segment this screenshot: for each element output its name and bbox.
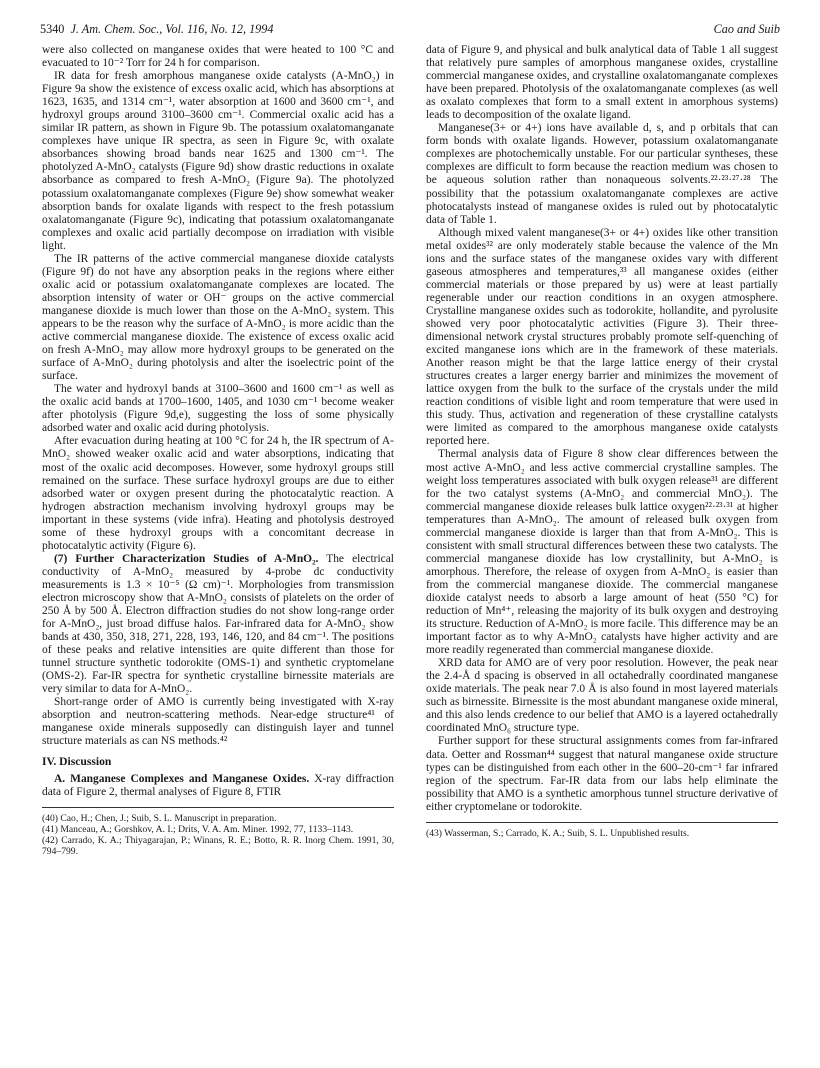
paragraph: [42, 773, 394, 799]
footnote: (42) Carrado, K. A.; Thiyagarajan, P.; Winans, R. E.; Botto, R. R. Inorg Chem. 1991, 30, 794–799.: [42, 834, 394, 857]
paragraph: [42, 553, 394, 697]
paragraph: data of Figure 9, and physical and bulk analytical data of Table 1 all suggest that relatively pure samples of amorphous manganese oxides, crystalline commercial manganese oxides, and crystalline oxalatomanganate complexes have been prepared. Photolysis of the oxalatomanganate complexes (as well as oxalato complexes that form to a small extent in amorphous systems) leads to decomposition of the oxalate ligand.: [426, 44, 778, 122]
footnotes: [42, 813, 394, 857]
section-heading: IV. Discussion: [42, 754, 112, 768]
running-header: [40, 22, 780, 40]
paragraph: The water and hydroxyl bands at 3100–3600 and 1600 cm⁻¹ as well as the oxalic acid bands at 1700–1600, 1405, and 1030 cm⁻¹ become weaker after photolysis (Figure 9d,e), suggesting the loss of some physically adsorbed water and oxalic acid during photolysis.: [42, 383, 394, 435]
paragraph: The IR patterns of the active commercial manganese dioxide catalysts (Figure 9f) do not have any absorption peaks in the regions where either oxalic acid or potassium oxalatomanganate complexes are located. The absorption intensity of water or OH⁻ groups on the active commercial manganese dioxide is much lower than those on the A-MnO₂ system. This appears to be the reason why the surface of A-MnO₂ is more acidic than the active commercial manganese dioxide. The existence of excess oxalic acid on fresh A-MnO₂ may allow more hydroxyl groups to be generated on the surface of A-MnO₂ during photolysis and alter the isoelectric point of the surface.: [42, 252, 394, 383]
header-left: [40, 22, 273, 37]
journal-citation: J. Am. Chem. Soc., Vol. 116, No. 12, 1994: [70, 22, 274, 36]
subsection-heading: (7) Further Characterization Studies of A-MnO₂.: [54, 552, 319, 565]
paragraph: XRD data for AMO are of very poor resolution. However, the peak near the 2.4-Å d spacing is observed in all octahedrally coordinated manganese oxide materials. The peak near 7.0 Å is also found in most layered materials such as birnessite. Birnessite is the most abundant manganese oxide mineral, and this also lends credence to our belief that AMO is a layered octahedrally coordinated MnO₆ structure type.: [426, 657, 778, 735]
footnotes: [426, 828, 778, 839]
paragraph: Although mixed valent manganese(3+ or 4+) oxides like other transition metal oxides³² are only moderately stable because the valence of the Mn ions and the surface states of the manganese oxides vary with different gaseous atmospheres and temperatures,³³ all manganese oxides (either commercial materials or those prepared by us) were at least partially regenerable under our reaction conditions in an oxygen atmosphere. Crystalline manganese oxides such as todorokite, hollandite, and pyrolusite showed very poor photocatalytic activities (Figure 3). Their three-dimensional network crystal structures probably promote self-quenching of excited manganese ions which are in the framework of these materials. Another reason might be that the large lattice energy of their crystal structures creates a larger energy barrier and minimizes the movement of lattice oxygen from the bulk to the surface of the crystals under the mild reaction conditions of visible light and room temperature that were used in this study. Thus, activation and regeneration of these crystalline catalysts were limited as compared to the amorphous manganese oxide catalysts reported here.: [426, 226, 778, 448]
footnote: (43) Wasserman, S.; Carrado, K. A.; Suib, S. L. Unpublished results.: [426, 827, 690, 839]
footnote: (41) Manceau, A.; Gorshkov, A. I.; Drits, V. A. Am. Miner. 1992, 77, 1133–1143.: [42, 823, 354, 835]
paragraph: were also collected on manganese oxides that were heated to 100 °C and evacuated to 10⁻² Torr for 24 h for comparison.: [42, 44, 394, 70]
footnote: (40) Cao, H.; Chen, J.; Suib, S. L. Manuscript in preparation.: [42, 812, 277, 824]
paragraph-text: The electrical conductivity of A-MnO₂ measured by 4-probe dc conductivity measurements is 1.3 × 10⁻⁵ (Ω cm)⁻¹. Morphologies from transmission electron microscopy show that A-MnO₂ consists of platelets on the order of 250 Å by 500 Å. Electron diffraction studies do not show long-range order for A-MnO₂, just broad diffuse halos. Far-infrared data for A-MnO₂ show bands at 430, 350, 318, 271, 228, 193, 146, 120, and 84 cm⁻¹. The positions of these peaks and relative intensities are quite different than those for tunnel structure synthetic todorokite (OMS-1) and synthetic cryptomelane (OMS-2). Far-IR spectra for synthetic crystalline birnessite materials are very similar to data for A-MnO₂.: [42, 552, 394, 696]
paragraph: Further support for these structural assignments comes from far-infrared data. Oetter and Rossman⁴⁴ suggest that natural manganese oxide structure types can be distinguished from each other in the 600–20-cm⁻¹ far infrared region of the spectrum. Far-IR data from our labs help eliminate the possibility that AMO is a synthetic amorphous tunnel structure derivative of either cryptomelane or todorokite.: [426, 735, 778, 813]
paragraph: IR data for fresh amorphous manganese oxide catalysts (A-MnO₂) in Figure 9a show the existence of excess oxalic acid, which has absorptions at 1623, 1635, and 1314 cm⁻¹, water absorption at 1600 and 3600 cm⁻¹, and hydroxyl groups around 3100–3600 cm⁻¹. Commercial oxalic acid has a similar IR pattern, as shown in Figure 9b. The potassium oxalatomanganate complexes have unique IR spectra, as seen in Figure 9c, with oxalate absorbances showing broad bands near 1625 and 1300 cm⁻¹. The photolyzed A-MnO₂ catalysts (Figure 9d) show drastic reductions in oxalate absorbance as compared to fresh A-MnO₂ (Figure 9a). The photolyzed potassium oxalatomanganate complexes (Figure 9e) show somewhat weaker absorption bands for oxalate ligands with respect to the fresh potassium oxalatomanganate (Figure 9c), indicating that potassium oxalatomanganate complexes and oxalic acid partially decompose on irradiation with visible light.: [42, 70, 394, 252]
footnote-rule: [42, 807, 394, 808]
paragraph: Manganese(3+ or 4+) ions have available d, s, and p orbitals that can form bonds with oxalate ligands. However, potassium oxalatomanganate complexes are photochemically unstable. For our particular syntheses, these complexes are difficult to form because the reaction medium was chosen to be aqueous solution rather than nonaqueous solvents.²²·²³·²⁷·²⁸ The possibility that the potassium oxalatomanganate complexes are active photocatalysts instead of manganese oxides is ruled out by photocatalytic data of Table 1.: [426, 122, 778, 226]
subsection-heading: A. Manganese Complexes and Manganese Oxides.: [54, 772, 310, 785]
paragraph: Short-range order of AMO is currently being investigated with X-ray absorption and neutron-scattering methods. Near-edge structure⁴¹ of manganese oxide minerals supposedly can distinguish layer and tunnel structure materials as can NS methods.⁴²: [42, 696, 394, 748]
paragraph: After evacuation during heating at 100 °C for 24 h, the IR spectrum of A-MnO₂ showed weaker oxalic acid and water absorptions, indicating that most of the oxalic acid decomposes. However, some hydroxyl groups still remained on the surface. These surface hydroxyl groups are due to either adsorbed water or oxygen present during the photocatalytic reaction. A hydrogen abstraction mechanism involving hydroxyl groups may be important in these systems (vide infra). Heating and photolysis destroyed some of these hydroxyl groups with a concomitant decrease in photocatalytic activity (Figure 6).: [42, 435, 394, 552]
footnote-rule: [426, 822, 778, 823]
header-authors: Cao and Suib: [713, 22, 780, 36]
left-column: [42, 44, 394, 857]
page-number: 5340: [40, 22, 65, 36]
paragraph-text: X-ray diffraction data of Figure 2, thermal analyses of Figure 8, FTIR: [42, 772, 394, 798]
right-column: [426, 44, 778, 839]
paragraph: Thermal analysis data of Figure 8 show clear differences between the most active A-MnO₂ and less active commercial crystalline samples. The weight loss temperatures associated with bulk oxygen release³¹ are different for the two catalyst systems (A-MnO₂ and commercial MnO₂). The commercial manganese dioxide releases bulk lattice oxygen²²·²³·³¹ at higher temperatures than A-MnO₂. The amount of released bulk oxygen from commercial manganese dioxide is larger than that from A-MnO₂. This is consistent with small structural differences between these two catalysts. The commercial manganese dioxide has low crystallinity, but A-MnO₂ is amorphous. Therefore, the release of oxygen from A-MnO₂ is easier than from the commercial manganese dioxide. The commercial manganese dioxide catalyst needs to absorb a large amount of heat (550 °C) for reduction of Mn⁴⁺, releasing the majority of its bulk oxygen and destroying its structure. Reduction of A-MnO₂ is more facile. This difference may be an important factor as to why A-MnO₂ catalysts have higher activity and are more readily regenerated than commercial manganese dioxide.: [426, 448, 778, 657]
